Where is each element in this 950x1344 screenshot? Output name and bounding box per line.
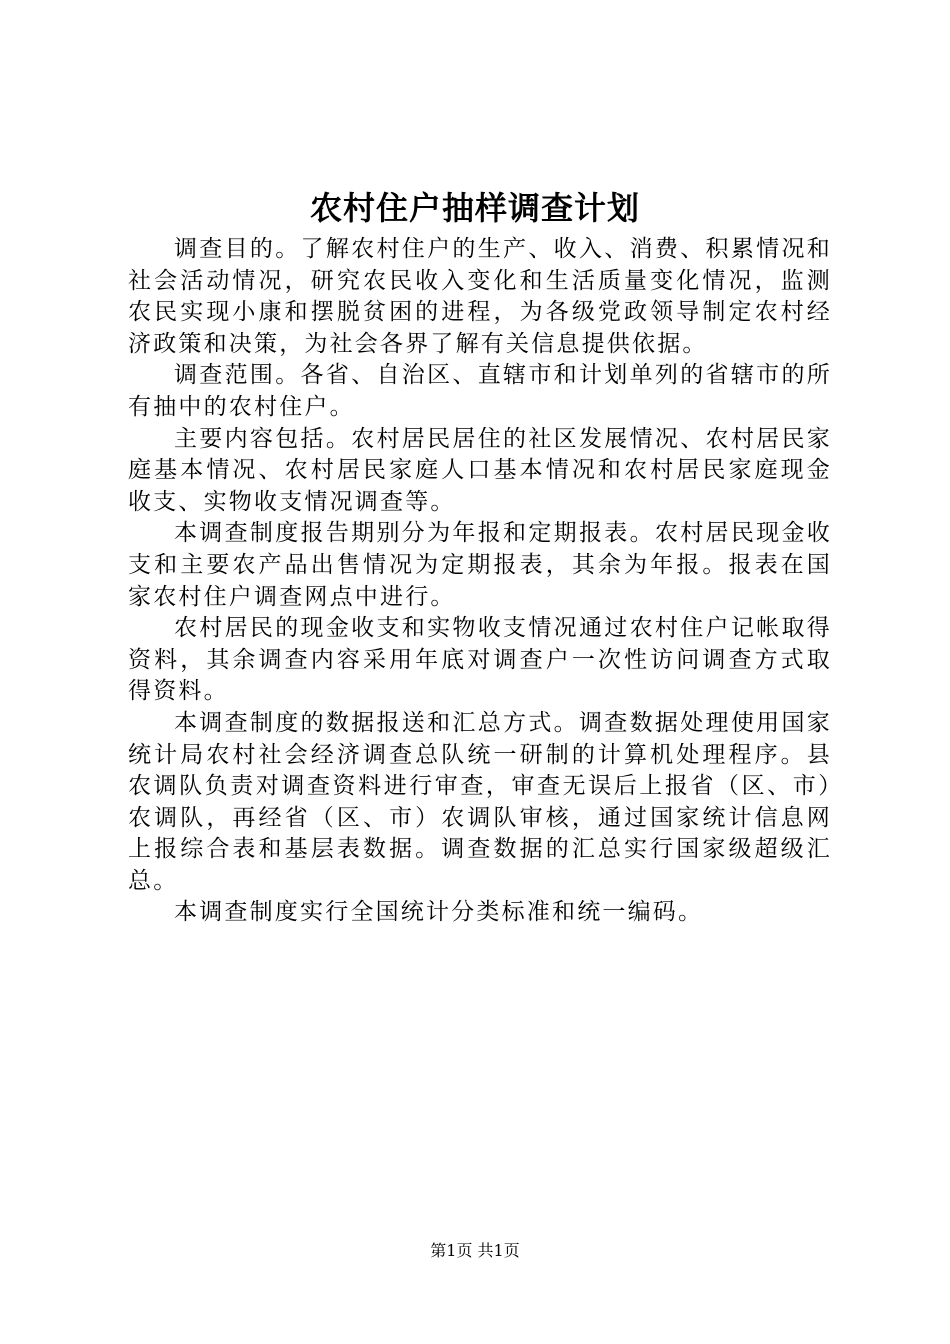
document-title: 农村住户抽样调查计划 <box>309 189 640 227</box>
paragraph-data-collection: 农村居民的现金收支和实物收支情况通过农村住户记帐取得资料，其余调查内容采用年底对调查户一次性访问调查方式取得资料。 <box>128 615 832 705</box>
paragraph-report-period: 本调查制度报告期别分为年报和定期报表。农村居民现金收支和主要农产品出售情况为定期报表，其余为年报。报表在国家农村住户调查网点中进行。 <box>128 520 832 610</box>
document-body <box>128 234 832 929</box>
paragraph-scope: 调查范围。各省、自治区、直辖市和计划单列的省辖市的所有抽中的农村住户。 <box>128 362 832 420</box>
page-footer: 第1页 共1页 <box>430 1241 520 1260</box>
paragraph-classification: 本调查制度实行全国统计分类标准和统一编码。 <box>174 899 704 926</box>
paragraph-main-content: 主要内容包括。农村居民居住的社区发展情况、农村居民家庭基本情况、农村居民家庭人口基本情况和农村居民家庭现金收支、实物收支情况调查等。 <box>128 425 832 515</box>
paragraph-purpose: 调查目的。了解农村住户的生产、收入、消费、积累情况和社会活动情况，研究农民收入变化和生活质量变化情况，监测农民实现小康和摆脱贫困的进程，为各级党政领导制定农村经济政策和决策，为社会各界了解有关信息提供依据。 <box>128 236 832 357</box>
paragraph-data-reporting: 本调查制度的数据报送和汇总方式。调查数据处理使用国家统计局农村社会经济调查总队统一研制的计算机处理程序。县农调队负责对调查资料进行审查，审查无误后上报省（区、市）农调队，再经省（区、市）农调队审核，通过国家统计信息网上报综合表和基层表数据。调查数据的汇总实行国家级超级汇总。 <box>128 709 832 894</box>
